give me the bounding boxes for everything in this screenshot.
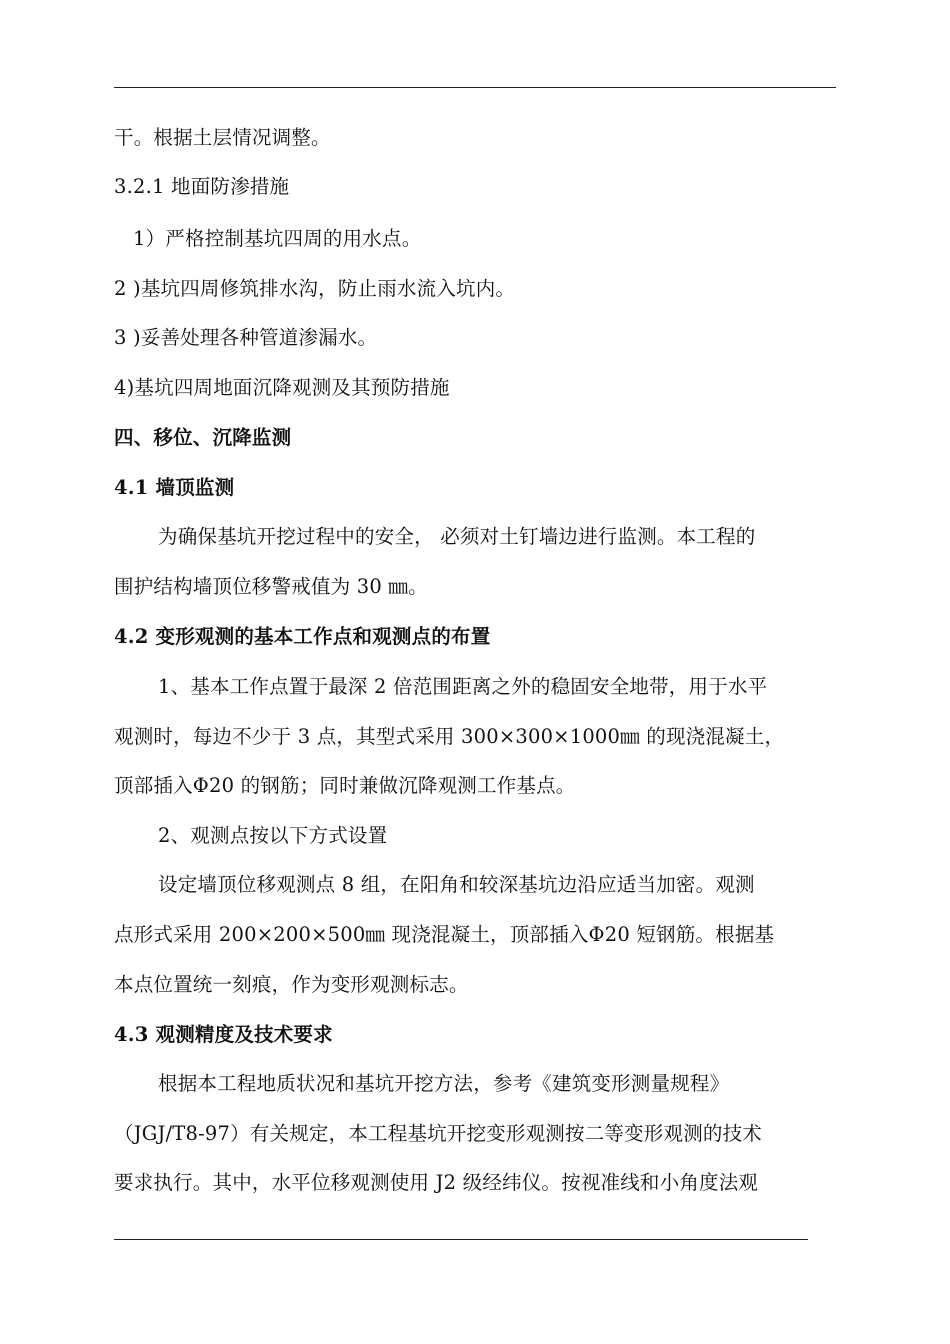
paragraph-line: 根据本工程地质状况和基坑开挖方法，参考《建筑变形测量规程》 bbox=[158, 1072, 730, 1095]
paragraph-line: 为确保基坑开挖过程中的安全， 必须对土钉墙边进行监测。本工程的 bbox=[158, 525, 756, 548]
paragraph-line: 要求执行。其中，水平位移观测使用 J2 级经纬仪。按视准线和小角度法观 bbox=[114, 1171, 759, 1194]
paragraph-line: 干。根据土层情况调整。 bbox=[114, 126, 331, 149]
paragraph-line: 观测时，每边不少于 3 点，其型式采用 300×300×1000㎜ 的现浇混凝土， bbox=[114, 725, 785, 748]
paragraph-line: （JGJ/T8-97）有关规定，本工程基坑开挖变形观测按二等变形观测的技术 bbox=[114, 1122, 762, 1145]
list-item: 4)基坑四周地面沉降观测及其预防措施 bbox=[114, 376, 450, 399]
paragraph-line: 顶部插入Φ20 的钢筋；同时兼做沉降观测工作基点。 bbox=[114, 774, 576, 797]
subsection-heading: 4.1 墙顶监测 bbox=[114, 476, 235, 499]
paragraph-line: 设定墙顶位移观测点 8 组，在阳角和较深基坑边沿应适当加密。观测 bbox=[158, 873, 755, 896]
paragraph-line: 2、观测点按以下方式设置 bbox=[158, 824, 388, 847]
paragraph-line: 本点位置统一刻痕，作为变形观测标志。 bbox=[114, 973, 469, 996]
list-item: 1）严格控制基坑四周的用水点。 bbox=[133, 227, 422, 250]
subsection-heading: 4.3 观测精度及技术要求 bbox=[114, 1023, 333, 1046]
list-item: 3 )妥善处理各种管道渗漏水。 bbox=[114, 326, 378, 349]
paragraph-line: 围护结构墙顶位移警戒值为 30 ㎜。 bbox=[114, 575, 428, 598]
list-item: 2 )基坑四周修筑排水沟，防止雨水流入坑内。 bbox=[114, 277, 516, 300]
footer-rule bbox=[114, 1239, 808, 1240]
header-rule bbox=[114, 87, 836, 88]
paragraph-line: 1、基本工作点置于最深 2 倍范围距离之外的稳固安全地带，用于水平 bbox=[158, 675, 768, 698]
subsection-heading: 3.2.1 地面防渗措施 bbox=[114, 175, 290, 198]
paragraph-line: 点形式采用 200×200×500㎜ 现浇混凝土，顶部插入Φ20 短钢筋。根据基 bbox=[114, 923, 775, 946]
subsection-heading: 4.2 变形观测的基本工作点和观测点的布置 bbox=[114, 625, 491, 648]
section-heading: 四、移位、沉降监测 bbox=[114, 426, 292, 449]
